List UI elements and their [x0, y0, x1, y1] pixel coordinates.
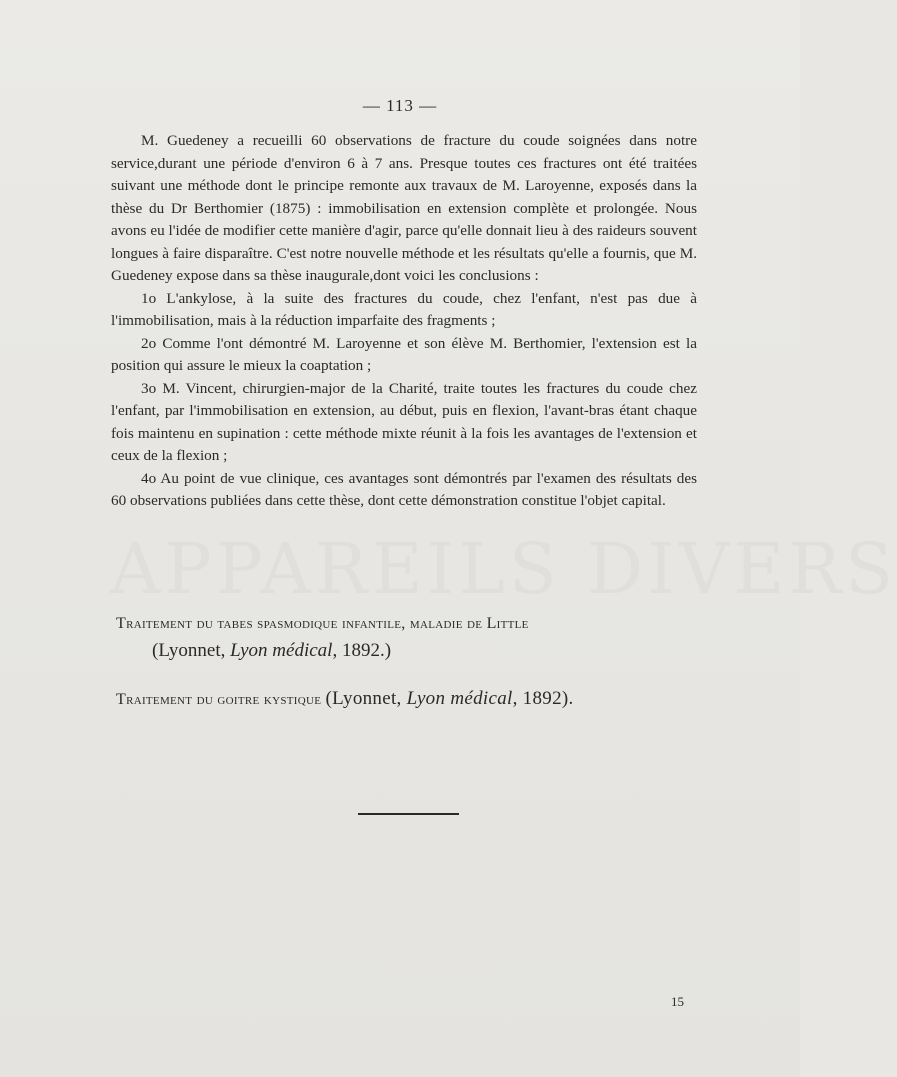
bibliography-entry-tabes [116, 615, 529, 633]
entry-journal: Lyon médical [406, 688, 513, 709]
conclusion-4: 4o Au point de vue clinique, ces avantages sont démontrés par l'examen des résultats des 60 observations publiées dans cette thèse, dont cette démonstration constitue l'objet capital. [111, 469, 697, 509]
body-text [111, 130, 697, 513]
bibliography-entry-goitre [116, 688, 574, 710]
show-through-heading: APPAREILS DIVERS [110, 528, 897, 610]
page-number: — 113 — [362, 96, 438, 115]
bibliography-entry-tabes-citation [152, 640, 391, 662]
folio-number: 15 [671, 994, 684, 1009]
entry-year: , 1892). [512, 688, 574, 709]
paragraph-intro: M. Guedeney a recueilli 60 observations de fracture du coude soignées dans notre service,durant une période d'environ 6 à 7 ans. Presque toutes ces fractures ont été traitées suivant une méthode dont le principe remonte aux travaux de M. Laroyenne, exposés dans la thèse du Dr Berthomier (1875) : immobilisation en extension complète et prolongée. Nous avons eu l'idée de modifier cette manière d'agir, parce qu'elle donnait lieu à des raideurs souvent longues à faire disparaître. C'est notre nouvelle méthode et les résultats qu'elle a fournis, que M. Guedeney expose dans sa thèse inaugurale,dont voici les conclusions : [111, 132, 697, 284]
entry-journal: Lyon médical [230, 640, 333, 661]
entry-author: (Lyonnet, [152, 640, 231, 661]
entry-author: (Lyonnet, [325, 688, 407, 709]
entry-title: Traitement du tabes spasmodique infantile, maladie de Little [116, 615, 529, 632]
closing-rule [358, 813, 459, 815]
conclusion-2: 2o Comme l'ont démontré M. Laroyenne et son élève M. Berthomier, l'extension est la position qui assure le mieux la coaptation ; [111, 334, 697, 374]
conclusion-1: 1o L'ankylose, à la suite des fractures du coude, chez l'enfant, n'est pas due à l'immobilisation, mais à la réduction imparfaite des fragments ; [111, 289, 697, 329]
entry-title: Traitement du goitre kystique [116, 691, 326, 708]
conclusion-3: 3o M. Vincent, chirurgien-major de la Charité, traite toutes les fractures du coude chez l'enfant, par l'immobilisation en extension, au début, puis en flexion, l'avant-bras étant chaque fois maintenu en supination : cette méthode mixte réunit à la fois les avantages de l'extension et ceux de la flexion ; [111, 379, 697, 464]
entry-year: , 1892.) [332, 640, 392, 661]
